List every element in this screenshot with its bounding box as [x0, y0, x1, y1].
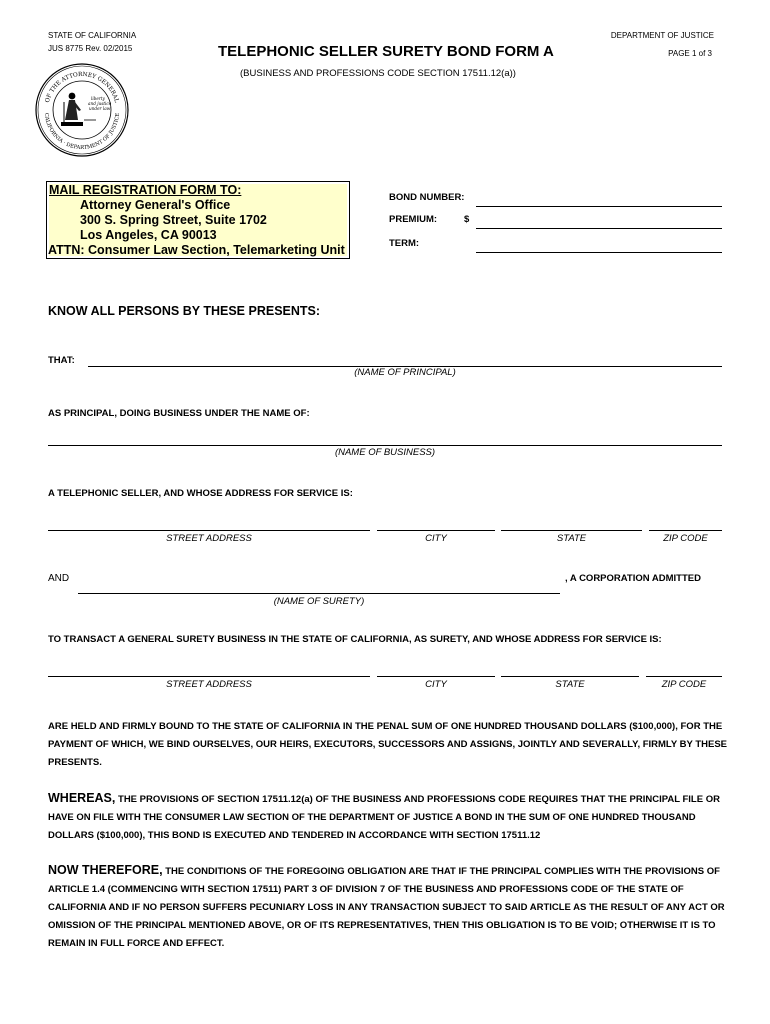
department-label: DEPARTMENT OF JUSTICE — [610, 31, 714, 40]
seller-zip-caption: ZIP CODE — [663, 533, 708, 544]
principal-name-field[interactable] — [88, 352, 722, 367]
surety-state-caption: STATE — [555, 679, 585, 690]
state-label: STATE OF CALIFORNIA — [48, 31, 137, 40]
mail-box-line-2: 300 S. Spring Street, Suite 1702 — [80, 213, 267, 227]
whereas-lead: WHEREAS, — [48, 791, 116, 805]
business-name-field[interactable] — [48, 431, 722, 446]
seal-motto-2: and justice — [88, 101, 112, 106]
seller-state-caption: STATE — [556, 533, 587, 544]
svg-text:OF THE ATTORNEY GENERAL — [45, 72, 119, 104]
page-title: TELEPHONIC SELLER SURETY BOND FORM A — [218, 43, 554, 60]
as-principal-label: AS PRINCIPAL, DOING BUSINESS UNDER THE NAME OF: — [48, 408, 310, 419]
now-therefore-lead: NOW THEREFORE, — [48, 863, 163, 877]
mail-registration-box — [46, 181, 350, 259]
seller-city-field[interactable] — [377, 516, 495, 531]
mail-box-heading: MAIL REGISTRATION FORM TO: — [49, 183, 242, 197]
name-of-surety-caption: (NAME OF SURETY) — [273, 596, 365, 607]
surety-name-field[interactable] — [78, 579, 560, 594]
surety-city-caption: CITY — [425, 679, 447, 690]
seal-top-text: OF THE ATTORNEY GENERAL — [44, 71, 120, 104]
seal-bottom-text: CALIFORNIA · DEPARTMENT OF JUSTICE — [42, 112, 122, 152]
that-label: THAT: — [48, 355, 75, 366]
premium-label: PREMIUM: — [389, 214, 438, 225]
now-therefore-text: THE CONDITIONS OF THE FOREGOING OBLIGATION ARE THAT IF THE PRINCIPAL COMPLIES WITH THE PROVISIONS OF ARTICLE 1.4 (COMMENCING WITH SECTION 17511) PART 3 OF DIVISION 7 OF THE BUSINESS AND PROFESSIONS CODE OF THE STATE OF CALIFORNIA AND IF NO PERSON SUFFERS PECUNIARY LOSS IN ANY TRANSACTION SUBJECT TO SAID ARTICLE AS THE RESULT OF ANY ACT OR OMISSION OF THE PRINCIPAL MENTIONED ABOVE, OR OF ITS REPRESENTATIVES, THEN THIS OBLIGATION IS TO BE VOID; OTHERWISE IT IS TO REMAIN IN FULL FORCE AND EFFECT. — [48, 866, 725, 949]
seller-zip-field[interactable] — [649, 516, 722, 531]
to-transact-label: TO TRANSACT A GENERAL SURETY BUSINESS IN THE STATE OF CALIFORNIA, AS SURETY, AND WHOSE ADDRESS FOR SERVICE IS: — [48, 634, 662, 645]
mail-box-line-3: Los Angeles, CA 90013 — [80, 228, 217, 242]
doj-seal — [34, 62, 130, 158]
svg-text:CALIFORNIA · DEPARTMENT OF JUS — [43, 112, 121, 151]
surety-zip-caption: ZIP CODE — [661, 679, 707, 690]
seller-street-field[interactable] — [48, 516, 370, 531]
surety-zip-field[interactable] — [646, 662, 722, 677]
seller-state-field[interactable] — [501, 516, 642, 531]
page-number: PAGE 1 of 3 — [668, 49, 712, 58]
mail-box-line-4: ATTN: Consumer Law Section, Telemarketing Unit — [48, 243, 345, 257]
form-id: JUS 8775 Rev. 02/2015 — [48, 44, 133, 53]
seal-motto-1: liberty — [91, 96, 105, 101]
bond-number-field[interactable] — [476, 192, 722, 207]
held-bound-paragraph: ARE HELD AND FIRMLY BOUND TO THE STATE OF CALIFORNIA IN THE PENAL SUM OF ONE HUNDRED THOUSAND DOLLARS ($100,000), FOR THE PAYMENT OF WHICH, WE BIND OURSELVES, OUR HEIRS, EXECUTORS, SUCCESSORS AND ASSIGNS, JOINTLY AND SEVERALLY, FIRMLY BY THESE PRESENTS. — [48, 721, 728, 768]
now-therefore-paragraph — [48, 861, 738, 953]
surety-street-caption: STREET ADDRESS — [166, 679, 252, 690]
seal-motto-3: under law — [89, 106, 111, 111]
seller-city-caption: CITY — [425, 533, 447, 544]
whereas-paragraph — [48, 789, 738, 845]
name-of-business-caption: (NAME OF BUSINESS) — [334, 447, 436, 458]
name-of-principal-caption: (NAME OF PRINCIPAL) — [354, 367, 456, 378]
telephonic-seller-label: A TELEPHONIC SELLER, AND WHOSE ADDRESS FOR SERVICE IS: — [48, 488, 353, 499]
mail-box-line-1: Attorney General's Office — [80, 198, 231, 212]
term-field[interactable] — [476, 238, 722, 253]
surety-city-field[interactable] — [377, 662, 495, 677]
term-label: TERM: — [389, 238, 420, 249]
bond-number-label: BOND NUMBER: — [389, 192, 465, 203]
surety-street-field[interactable] — [48, 662, 370, 677]
dollar-sign: $ — [464, 214, 470, 225]
page-subtitle: (BUSINESS AND PROFESSIONS CODE SECTION 17511.12(a)) — [240, 68, 516, 79]
and-label: AND — [48, 573, 70, 584]
know-all-heading: KNOW ALL PERSONS BY THESE PRESENTS: — [48, 304, 321, 318]
seller-street-caption: STREET ADDRESS — [166, 533, 252, 544]
corporation-admitted-label: , A CORPORATION ADMITTED — [565, 573, 701, 584]
premium-field[interactable] — [476, 214, 722, 229]
surety-state-field[interactable] — [501, 662, 639, 677]
whereas-text: THE PROVISIONS OF SECTION 17511.12(a) OF THE BUSINESS AND PROFESSIONS CODE REQUIRES THAT THE PRINCIPAL FILE OR HAVE ON FILE WITH THE CONSUMER LAW SECTION OF THE DEPARTMENT OF JUSTICE A BOND IN THE SUM OF ONE HUNDRED THOUSAND DOLLARS ($100,000), THIS BOND IS EXECUTED AND TENDERED IN ACCORDANCE WITH SECTION 17511.12 — [48, 794, 720, 841]
